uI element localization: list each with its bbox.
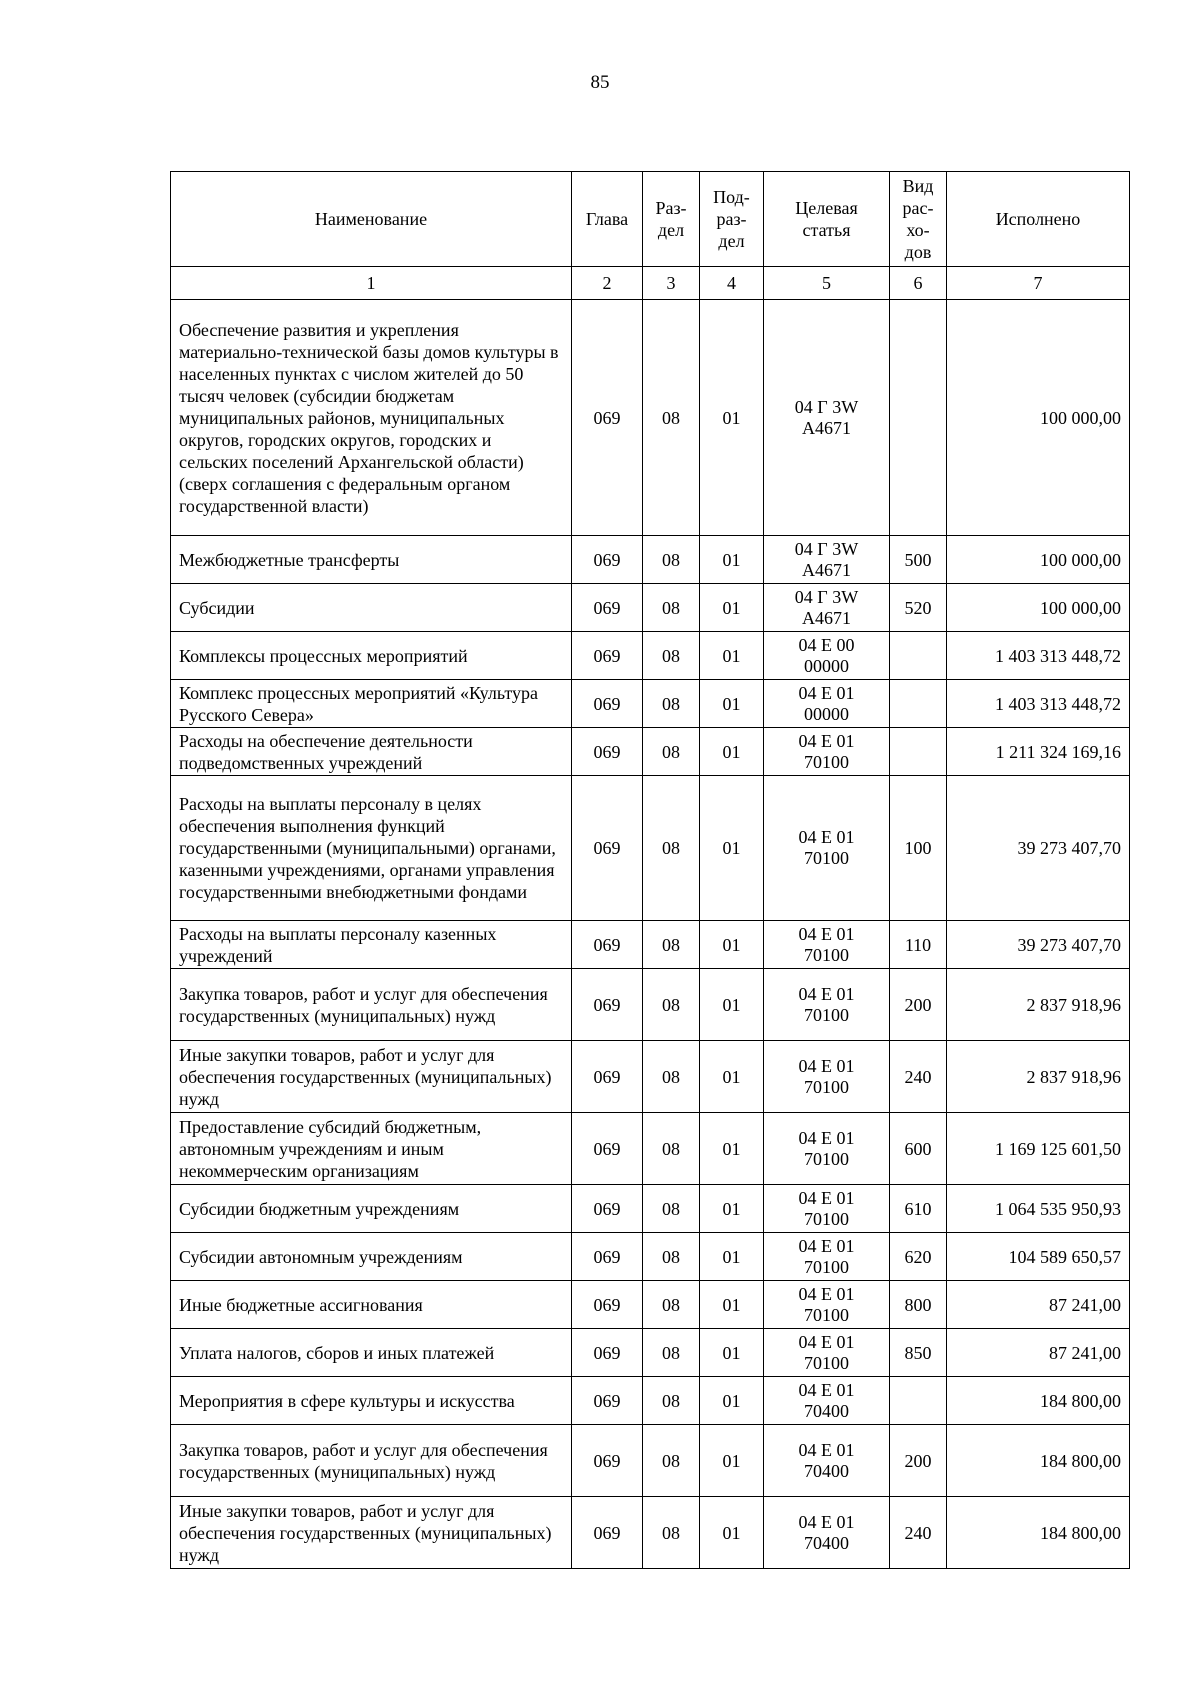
target-article-part2: 70100 [804, 848, 849, 868]
row-subsection: 01 [700, 1185, 764, 1233]
target-article-part1: 04 Е 01 [798, 827, 855, 847]
row-section: 08 [643, 1185, 700, 1233]
target-article-part2: 70400 [804, 1460, 849, 1481]
row-chapter: 069 [572, 969, 643, 1041]
row-target-article [764, 1113, 890, 1185]
target-article-part1: 04 Е 01 [798, 923, 855, 944]
target-article-part2: 70100 [804, 1076, 849, 1097]
row-expense-type [890, 300, 947, 536]
target-article-part1: 04 Е 01 [798, 1439, 855, 1460]
row-executed-amount: 39 273 407,70 [947, 921, 1130, 969]
row-name: Расходы на выплаты персоналу казенных учреждений [171, 921, 572, 969]
target-article-part2: 70100 [804, 1208, 849, 1229]
row-executed-amount: 1 403 313 448,72 [947, 632, 1130, 680]
row-chapter: 069 [572, 632, 643, 680]
row-target-article [764, 1041, 890, 1113]
row-executed-amount: 2 837 918,96 [947, 969, 1130, 1041]
row-expense-type: 500 [890, 536, 947, 584]
row-name: Комплексы процессных мероприятий [171, 632, 572, 680]
row-expense-type: 100 [890, 776, 947, 921]
row-subsection: 01 [700, 536, 764, 584]
row-subsection: 01 [700, 1233, 764, 1281]
table-row [171, 632, 1130, 680]
target-article-part2: 70400 [804, 1400, 849, 1421]
row-chapter: 069 [572, 1041, 643, 1113]
table-row [171, 584, 1130, 632]
row-expense-type: 610 [890, 1185, 947, 1233]
header-section: Раз- дел [643, 172, 700, 267]
row-subsection: 01 [700, 1497, 764, 1569]
table-row [171, 536, 1130, 584]
row-name: Предоставление субсидий бюджетным, автономным учреждениям и иным некоммерческим организациям [171, 1113, 572, 1185]
row-section: 08 [643, 1497, 700, 1569]
table-row [171, 1497, 1130, 1569]
table-row [171, 1041, 1130, 1113]
header-subsection: Под- раз- дел [700, 172, 764, 267]
row-target-article [764, 536, 890, 584]
row-section: 08 [643, 921, 700, 969]
table-row [171, 728, 1130, 776]
row-chapter: 069 [572, 728, 643, 776]
target-article-part1: 04 Е 01 [798, 1379, 855, 1400]
target-article-part1: 04 Г 3W [794, 396, 859, 417]
row-target-article [764, 1497, 890, 1569]
target-article-part1: 04 Е 01 [798, 1331, 855, 1352]
row-chapter: 069 [572, 1233, 643, 1281]
target-article-part2: 70100 [804, 1148, 849, 1169]
row-section: 08 [643, 536, 700, 584]
row-section: 08 [643, 680, 700, 728]
row-chapter: 069 [572, 300, 643, 536]
row-executed-amount: 184 800,00 [947, 1497, 1130, 1569]
row-name: Закупка товаров, работ и услуг для обеспечения государственных (муниципальных) нужд [171, 1425, 572, 1497]
target-article-part1: 04 Е 01 [798, 682, 855, 703]
table-row [171, 776, 1130, 921]
row-executed-amount: 184 800,00 [947, 1425, 1130, 1497]
row-expense-type: 620 [890, 1233, 947, 1281]
row-chapter: 069 [572, 536, 643, 584]
row-subsection: 01 [700, 1377, 764, 1425]
row-chapter: 069 [572, 1497, 643, 1569]
row-expense-type: 240 [890, 1497, 947, 1569]
row-executed-amount: 87 241,00 [947, 1281, 1130, 1329]
table-row [171, 1377, 1130, 1425]
target-article-part2: 70100 [804, 1256, 849, 1277]
header-target-article [764, 172, 890, 267]
row-name: Расходы на обеспечение деятельности подведомственных учреждений [171, 728, 572, 776]
column-number: 2 [572, 267, 643, 300]
table-row [171, 300, 1130, 536]
row-subsection: 01 [700, 680, 764, 728]
table-row [171, 1185, 1130, 1233]
row-target-article [764, 776, 890, 921]
target-article-part1: 04 Е 01 [798, 730, 855, 751]
row-section: 08 [643, 776, 700, 921]
row-name: Субсидии [171, 584, 572, 632]
row-section: 08 [643, 1113, 700, 1185]
row-target-article [764, 969, 890, 1041]
row-name: Иные закупки товаров, работ и услуг для обеспечения государственных (муниципальных) нужд [171, 1041, 572, 1113]
row-chapter: 069 [572, 584, 643, 632]
row-name: Закупка товаров, работ и услуг для обеспечения государственных (муниципальных) нужд [171, 969, 572, 1041]
row-target-article [764, 1329, 890, 1377]
row-name: Субсидии бюджетным учреждениям [171, 1185, 572, 1233]
row-chapter: 069 [572, 1425, 643, 1497]
row-section: 08 [643, 584, 700, 632]
target-article-part2: A4671 [802, 417, 851, 438]
table-row [171, 1233, 1130, 1281]
row-section: 08 [643, 1425, 700, 1497]
row-executed-amount: 100 000,00 [947, 584, 1130, 632]
row-name: Иные закупки товаров, работ и услуг для обеспечения государственных (муниципальных) нужд [171, 1497, 572, 1569]
header-name: Наименование [171, 172, 572, 267]
row-executed-amount: 2 837 918,96 [947, 1041, 1130, 1113]
table-row [171, 1329, 1130, 1377]
target-article-part2: A4671 [802, 559, 851, 580]
row-subsection: 01 [700, 1425, 764, 1497]
row-subsection: 01 [700, 728, 764, 776]
row-target-article [764, 921, 890, 969]
row-expense-type: 240 [890, 1041, 947, 1113]
row-section: 08 [643, 1041, 700, 1113]
row-target-article [764, 1425, 890, 1497]
table-row [171, 1113, 1130, 1185]
row-subsection: 01 [700, 969, 764, 1041]
row-expense-type: 520 [890, 584, 947, 632]
row-subsection: 01 [700, 300, 764, 536]
header-chapter: Глава [572, 172, 643, 267]
target-article-part2: 00000 [804, 703, 849, 724]
target-article-part1: 04 Г 3W [794, 538, 859, 559]
row-executed-amount: 87 241,00 [947, 1329, 1130, 1377]
row-target-article [764, 632, 890, 680]
target-article-part2: 70400 [804, 1532, 849, 1553]
page-number: 85 [590, 72, 610, 93]
table-header-row [171, 172, 1130, 267]
row-expense-type: 800 [890, 1281, 947, 1329]
row-subsection: 01 [700, 776, 764, 921]
row-executed-amount: 1 211 324 169,16 [947, 728, 1130, 776]
row-section: 08 [643, 1233, 700, 1281]
row-subsection: 01 [700, 1041, 764, 1113]
column-number: 1 [171, 267, 572, 300]
row-expense-type [890, 680, 947, 728]
row-expense-type: 600 [890, 1113, 947, 1185]
row-subsection: 01 [700, 1329, 764, 1377]
row-section: 08 [643, 632, 700, 680]
row-target-article [764, 1281, 890, 1329]
row-expense-type: 200 [890, 1425, 947, 1497]
column-number: 3 [643, 267, 700, 300]
row-subsection: 01 [700, 921, 764, 969]
table-row [171, 1281, 1130, 1329]
row-section: 08 [643, 1329, 700, 1377]
row-target-article [764, 1233, 890, 1281]
row-section: 08 [643, 300, 700, 536]
target-article-part1: 04 Е 01 [798, 1283, 855, 1304]
row-section: 08 [643, 1377, 700, 1425]
target-article-part2: 70100 [804, 1004, 849, 1025]
row-name: Расходы на выплаты персоналу в целях обеспечения выполнения функций государственными (муниципальными) органами, казенными учреждениями, органами управления государственными внебюджетными фондами [171, 776, 572, 921]
target-article-part1: 04 Г 3W [794, 586, 859, 607]
row-target-article [764, 728, 890, 776]
target-article-part2: 70100 [804, 944, 849, 965]
target-article-part2: 70100 [804, 1304, 849, 1325]
header-executed: Исполнено [947, 172, 1130, 267]
row-subsection: 01 [700, 632, 764, 680]
row-name: Уплата налогов, сборов и иных платежей [171, 1329, 572, 1377]
row-chapter: 069 [572, 1281, 643, 1329]
target-article-part1: 04 Е 01 [798, 1055, 855, 1076]
row-subsection: 01 [700, 1113, 764, 1185]
row-name: Обеспечение развития и укрепления материально-технической базы домов культуры в населенных пунктах с числом жителей до 50 тысяч человек (субсидии бюджетам муниципальных районов, муниципальных округов, городских округов, городских и сельских поселений Архангельской области) (сверх соглашения с федеральным органом государственной власти) [171, 300, 572, 536]
row-executed-amount: 1 169 125 601,50 [947, 1113, 1130, 1185]
table-row [171, 680, 1130, 728]
column-number: 7 [947, 267, 1130, 300]
row-target-article [764, 1185, 890, 1233]
row-name: Межбюджетные трансферты [171, 536, 572, 584]
row-expense-type [890, 1377, 947, 1425]
row-chapter: 069 [572, 1113, 643, 1185]
column-number: 5 [764, 267, 890, 300]
row-name: Иные бюджетные ассигнования [171, 1281, 572, 1329]
row-executed-amount: 39 273 407,70 [947, 776, 1130, 921]
row-chapter: 069 [572, 921, 643, 969]
row-executed-amount: 100 000,00 [947, 300, 1130, 536]
target-article-part1: 04 Е 01 [798, 1235, 855, 1256]
row-executed-amount: 1 064 535 950,93 [947, 1185, 1130, 1233]
target-article-part1: 04 Е 01 [798, 983, 855, 1004]
table-row [171, 969, 1130, 1041]
target-article-part2: 70100 [804, 1352, 849, 1373]
row-chapter: 069 [572, 680, 643, 728]
row-chapter: 069 [572, 776, 643, 921]
column-number-row [171, 267, 1130, 300]
row-expense-type [890, 632, 947, 680]
target-article-part2: 00000 [804, 655, 849, 676]
budget-execution-table [170, 171, 1130, 1569]
row-section: 08 [643, 969, 700, 1041]
target-article-part2: 70100 [804, 751, 849, 772]
row-target-article [764, 584, 890, 632]
row-expense-type: 110 [890, 921, 947, 969]
row-expense-type: 850 [890, 1329, 947, 1377]
row-subsection: 01 [700, 1281, 764, 1329]
table-row [171, 1425, 1130, 1497]
target-article-part2: A4671 [802, 607, 851, 628]
header-target-line1: Целевая [795, 198, 858, 218]
target-article-part1: 04 Е 01 [798, 1511, 855, 1532]
row-name: Комплекс процессных мероприятий «Культура Русского Севера» [171, 680, 572, 728]
row-chapter: 069 [572, 1329, 643, 1377]
row-target-article [764, 300, 890, 536]
row-target-article [764, 680, 890, 728]
row-name: Мероприятия в сфере культуры и искусства [171, 1377, 572, 1425]
row-executed-amount: 104 589 650,57 [947, 1233, 1130, 1281]
column-number: 6 [890, 267, 947, 300]
row-subsection: 01 [700, 584, 764, 632]
row-executed-amount: 100 000,00 [947, 536, 1130, 584]
row-executed-amount: 1 403 313 448,72 [947, 680, 1130, 728]
row-executed-amount: 184 800,00 [947, 1377, 1130, 1425]
row-section: 08 [643, 728, 700, 776]
table-row [171, 921, 1130, 969]
row-chapter: 069 [572, 1377, 643, 1425]
target-article-part1: 04 Е 01 [798, 1127, 855, 1148]
row-section: 08 [643, 1281, 700, 1329]
row-chapter: 069 [572, 1185, 643, 1233]
row-expense-type: 200 [890, 969, 947, 1041]
target-article-part1: 04 Е 01 [798, 1187, 855, 1208]
column-number: 4 [700, 267, 764, 300]
header-target-line2: статья [802, 220, 851, 240]
row-expense-type [890, 728, 947, 776]
row-name: Субсидии автономным учреждениям [171, 1233, 572, 1281]
table-body [171, 300, 1130, 1569]
row-target-article [764, 1377, 890, 1425]
target-article-part1: 04 Е 00 [798, 634, 855, 655]
header-expense-type: Вид рас- хо- дов [890, 172, 947, 267]
